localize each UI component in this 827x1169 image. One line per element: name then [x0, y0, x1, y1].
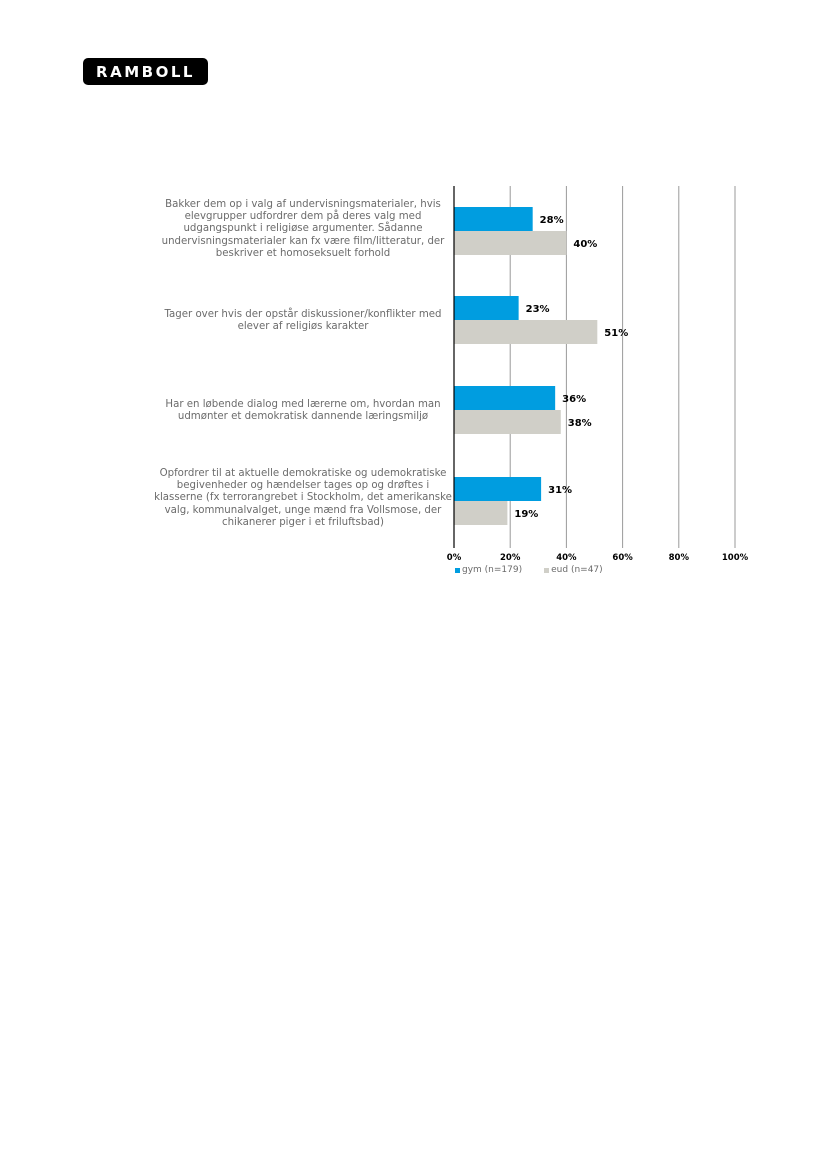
bar	[454, 231, 566, 255]
legend-label-eud: eud (n=47)	[551, 565, 603, 575]
bar	[454, 501, 507, 525]
x-tick-label: 0%	[446, 553, 462, 563]
bar	[454, 207, 533, 231]
data-label: 19%	[514, 509, 539, 520]
category-label-3: Har en løbende dialog med lærerne om, hvordan man udmønter et demokratisk dannende læringsmiljø	[165, 399, 441, 423]
data-label: 31%	[548, 485, 573, 496]
data-label: 40%	[573, 239, 598, 250]
x-tick-label: 60%	[612, 553, 633, 563]
category-label-2: Tager over hvis der opstår diskussioner/konflikter med elever af religiøs karakter	[164, 309, 442, 333]
bar	[454, 320, 597, 344]
legend-label-gym: gym (n=179)	[462, 565, 523, 575]
x-tick-label: 20%	[500, 553, 521, 563]
legend-item-eud	[544, 565, 603, 575]
legend-item-gym	[455, 565, 522, 575]
x-tick-label: 100%	[721, 553, 749, 563]
data-label: 23%	[525, 304, 550, 315]
data-label: 36%	[562, 394, 587, 405]
chart-legend	[455, 565, 603, 575]
category-label-4: Opfordrer til at aktuelle demokratiske og udemokratiske begivenheder og hændelser tages op og drøftes i klasserne (fx terrorangrebet i Stockholm, det amerikanske valg, kommunalvalget, unge mænd fra Vollsmose, der chikanerer piger i et friluftsbad)	[154, 468, 452, 528]
bar	[454, 477, 541, 501]
category-label-1: Bakker dem op i valg af undervisningsmaterialer, hvis elevgrupper udfordrer dem på deres valg med udgangspunkt i religiøse argumenter. Sådanne undervisningsmaterialer kan fx være film/litteratur, der beskriver et homoseksuelt forhold	[161, 199, 445, 259]
data-label: 51%	[604, 328, 629, 339]
data-label: 28%	[539, 215, 564, 226]
x-tick-label: 40%	[556, 553, 577, 563]
bar	[454, 410, 561, 434]
ramboll-logo: RAMBOLL	[83, 58, 208, 85]
legend-swatch-eud	[544, 568, 549, 573]
bar	[454, 296, 519, 320]
data-label: 38%	[567, 418, 592, 429]
bar	[454, 386, 555, 410]
legend-swatch-gym	[455, 568, 460, 573]
x-tick-label: 80%	[668, 553, 689, 563]
